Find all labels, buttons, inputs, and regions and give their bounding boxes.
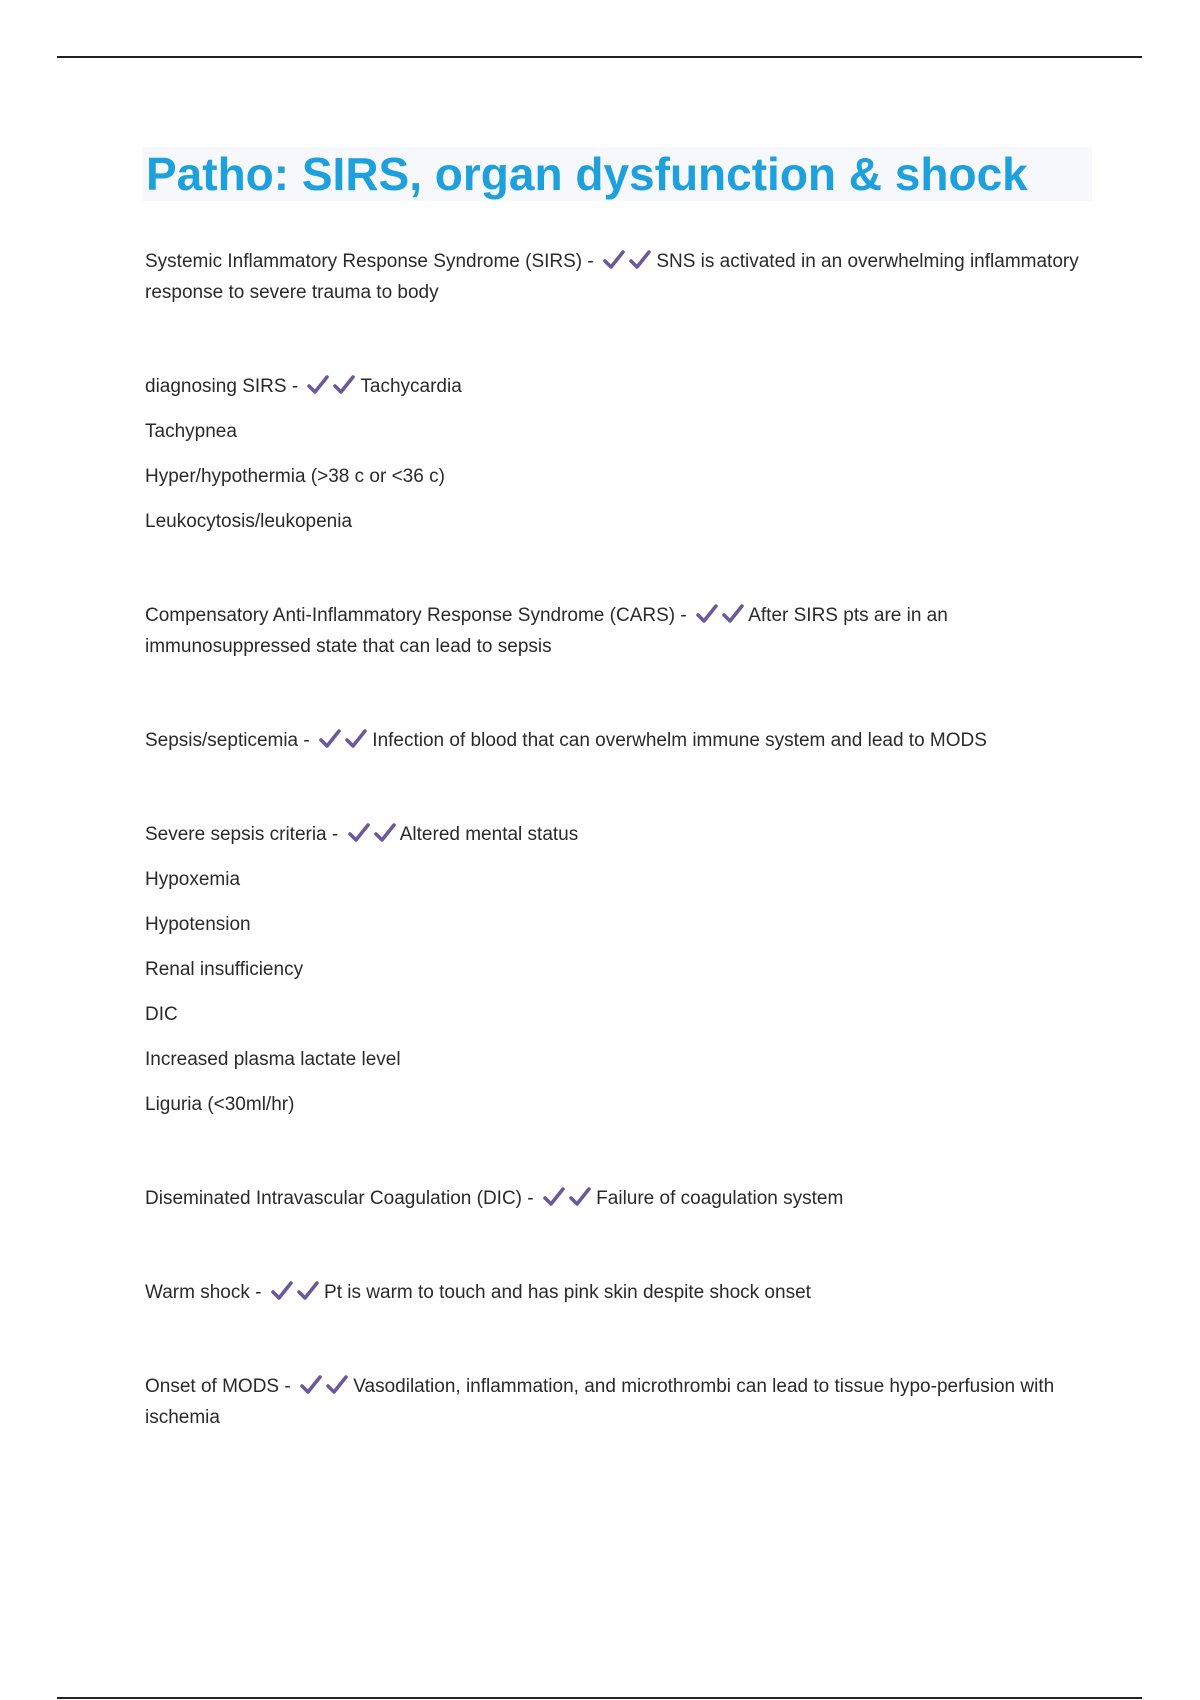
flashcard-definition: After SIRS pts are in an immunosuppressed state that can lead to sepsis bbox=[145, 605, 948, 657]
card-gap bbox=[145, 1120, 1090, 1183]
bottom-rule bbox=[57, 1697, 1142, 1699]
flashcard-main-line bbox=[145, 725, 1090, 756]
check-mark-icon bbox=[722, 604, 744, 624]
flashcard-term: Warm shock bbox=[145, 1282, 250, 1303]
check-mark-icon bbox=[543, 1187, 565, 1207]
flashcard bbox=[145, 1371, 1090, 1433]
flashcard bbox=[145, 1277, 1090, 1308]
flashcard-definition: Pt is warm to touch and has pink skin despite shock onset bbox=[324, 1282, 811, 1303]
flashcard bbox=[145, 819, 1090, 1120]
page-title: Patho: SIRS, organ dysfunction & shock bbox=[146, 148, 1028, 200]
check-mark-icon bbox=[374, 823, 396, 843]
flashcard-main-line bbox=[145, 246, 1090, 308]
flashcard-definition: Infection of blood that can overwhelm immune system and lead to MODS bbox=[372, 730, 987, 751]
flashcard bbox=[145, 725, 1090, 756]
flashcard bbox=[145, 1183, 1090, 1214]
term-separator: - bbox=[284, 1376, 291, 1397]
card-gap bbox=[145, 537, 1090, 600]
flashcard-main-line bbox=[145, 1371, 1090, 1433]
flashcard-main-line bbox=[145, 1277, 1090, 1308]
definition-continuation-line: Tachypnea bbox=[145, 421, 237, 442]
flashcard-term: Systemic Inflammatory Response Syndrome (SIRS) bbox=[145, 251, 583, 272]
flashcard-term: Compensatory Anti-Inflammatory Response Syndrome (CARS) bbox=[145, 605, 676, 626]
definition-continuation-line: Leukocytosis/leukopenia bbox=[145, 511, 353, 532]
check-mark-icon bbox=[603, 250, 625, 270]
flashcard-definition: Vasodilation, inflammation, and microthrombi can lead to tissue hypo-perfusion with ischemia bbox=[145, 1376, 1055, 1428]
check-mark-icon bbox=[348, 823, 370, 843]
flashcard-term: Onset of MODS bbox=[145, 1376, 280, 1397]
flashcard bbox=[145, 600, 1090, 662]
check-mark-icon bbox=[333, 375, 355, 395]
card-gap bbox=[145, 662, 1090, 725]
check-mark-icon bbox=[319, 729, 341, 749]
flashcard-main-line bbox=[145, 819, 1090, 850]
definition-continuation-line: Hypoxemia bbox=[145, 869, 241, 890]
flashcard-term: Severe sepsis criteria bbox=[145, 824, 327, 845]
definition-continuation-line: Increased plasma lactate level bbox=[145, 1049, 401, 1070]
check-mark-icon bbox=[326, 1375, 348, 1395]
definition-continuation-line: DIC bbox=[145, 1004, 178, 1025]
flashcard-main-line bbox=[145, 600, 1090, 662]
flashcard-definition: Altered mental status bbox=[399, 824, 579, 845]
top-rule bbox=[57, 56, 1142, 58]
definition-continuation-line: Liguria (<30ml/hr) bbox=[145, 1094, 295, 1115]
check-mark-icon bbox=[300, 1375, 322, 1395]
flashcard-list bbox=[145, 246, 1090, 1433]
check-mark-icon bbox=[345, 729, 367, 749]
flashcard-main-line bbox=[145, 1183, 1090, 1214]
definition-continuation-line: Hyper/hypothermia (>38 c or <36 c) bbox=[145, 466, 445, 487]
flashcard-definition: Failure of coagulation system bbox=[596, 1188, 844, 1209]
flashcard-definition: Tachycardia bbox=[360, 376, 462, 397]
check-mark-icon bbox=[569, 1187, 591, 1207]
flashcard-definition: SNS is activated in an overwhelming inflammatory response to severe trauma to body bbox=[145, 251, 1079, 303]
check-mark-icon bbox=[629, 250, 651, 270]
term-separator: - bbox=[255, 1282, 262, 1303]
term-separator: - bbox=[587, 251, 594, 272]
title-banner bbox=[142, 147, 1092, 201]
check-mark-icon bbox=[307, 375, 329, 395]
term-separator: - bbox=[680, 605, 687, 626]
flashcard-term: Sepsis/septicemia bbox=[145, 730, 299, 751]
flashcard bbox=[145, 246, 1090, 308]
definition-continuation-line: Hypotension bbox=[145, 914, 251, 935]
card-gap bbox=[145, 756, 1090, 819]
card-gap bbox=[145, 1214, 1090, 1277]
definition-continuation-line: Renal insufficiency bbox=[145, 959, 304, 980]
card-gap bbox=[145, 308, 1090, 371]
check-mark-icon bbox=[696, 604, 718, 624]
flashcard bbox=[145, 371, 1090, 537]
term-separator: - bbox=[527, 1188, 534, 1209]
check-mark-icon bbox=[297, 1281, 319, 1301]
flashcard-main-line bbox=[145, 371, 1090, 402]
term-separator: - bbox=[303, 730, 310, 751]
term-separator: - bbox=[291, 376, 299, 397]
term-separator: - bbox=[331, 824, 339, 845]
card-gap bbox=[145, 1308, 1090, 1371]
check-mark-icon bbox=[271, 1281, 293, 1301]
flashcard-term: diagnosing SIRS bbox=[145, 376, 287, 397]
flashcard-term: Diseminated Intravascular Coagulation (DIC) bbox=[145, 1188, 522, 1209]
